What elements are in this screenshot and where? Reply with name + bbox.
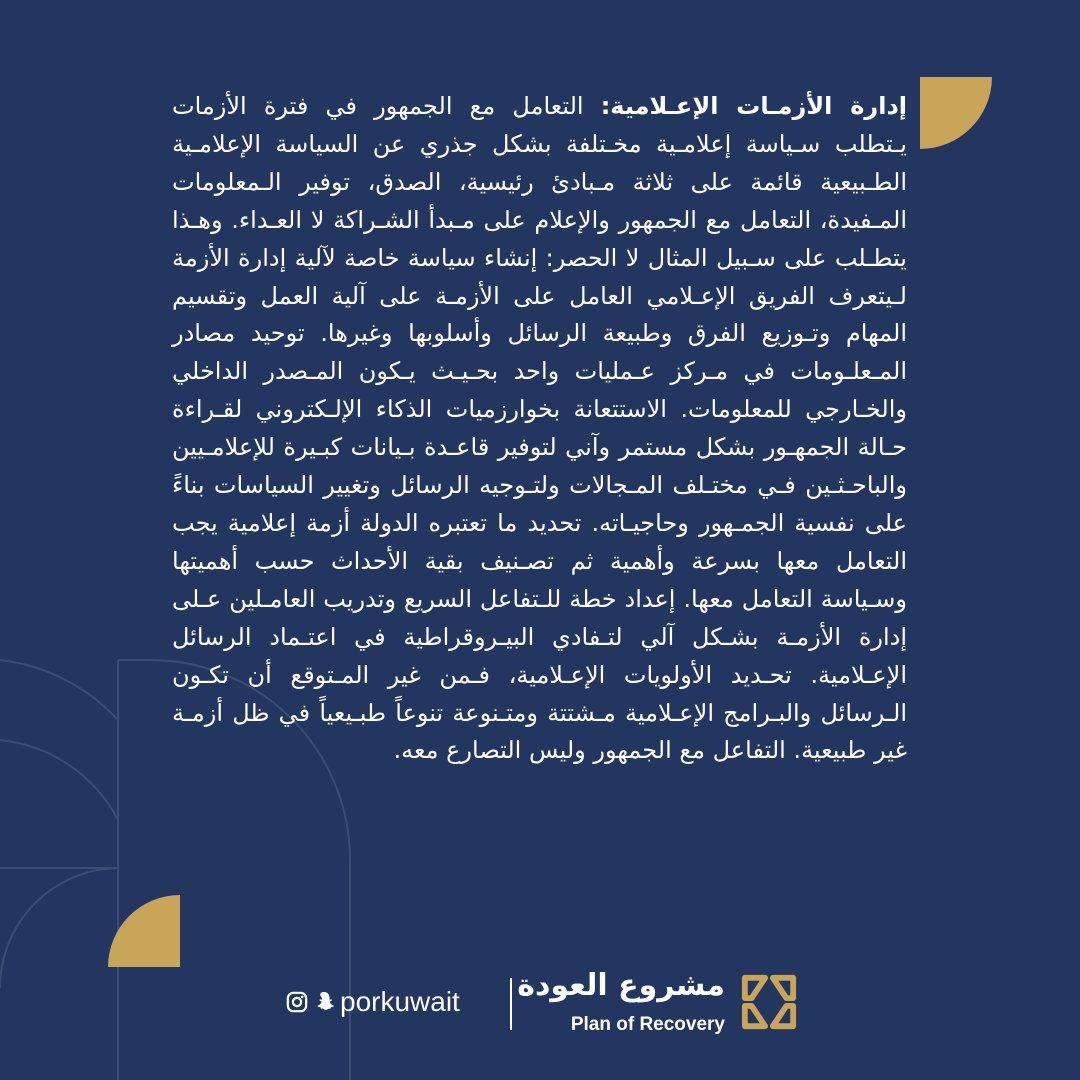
article-text [172, 88, 907, 770]
instagram-icon[interactable] [286, 991, 308, 1013]
brand-logo-icon [740, 973, 798, 1031]
snapchat-icon[interactable] [312, 990, 336, 1014]
footer [0, 966, 1080, 1046]
corner-decoration-bottom [108, 895, 180, 967]
social-handle-text: porkuwait [340, 986, 460, 1017]
brand-name-arabic: مشروع العودة [517, 968, 725, 1003]
social-handle[interactable] [286, 986, 460, 1018]
brand-name-english: Plan of Recovery [570, 1014, 725, 1035]
footer-divider [510, 978, 512, 1030]
corner-decoration-top [920, 77, 992, 149]
article-body: التعامل مع الجمهور في فترة الأزمات يـتطلب سـياسة إعلامـية مخـتلفة بشكل جذري عن السياسة الإعلامـية الطـبيعية قائمة على ثلاثة مـبادئ رئيسية، الصدق، توفير الـمعلومات المـفيدة، التعامل مع الجمهور والإعلام على مـبدأ الشـراكة لا العـداء. وهـذا يتطـلب على سـبيل المثال لا الحصر: إنشاء سياسة خاصة لآلية إدارة الأزمة لـيتعرف الفريق الإعـلامي العامل على الأزمـة على آلية العمل وتقسيم المهام وتـوزيع الفرق وطبيعة الرسائل وأسلوبها وغيرها. توحيد مصادر المـعلـومات في مـركز عـمليات واحد بحـيـث يـكون المـصدر الداخلي والخـارجي للمعلومات. الاستتعانة بخوارزميات الذكاء الإلـكتروني لقـراءة حـالة الجمهـور بشكل مستمر وآني لتوفير قاعـدة بـيانات كبـيرة للإعلامـيين والباحـثـين فـي مختـلف المـجالات ولتـوجيه الرسائل وتغيير السياسات بناءً على نفسية الجمـهور وحاجيـاته. تحديد ما تعتبره الدولة أزمة إعلامية يجب التعامل معها بسرعة وأهمية ثم تصـنيف بقية الأحداث حسب أهميتها وسـياسة التعامل معها. إعداد خطة للـتفاعل السريع وتدريب العامـلين عـلى إدارة الأزمـة بشـكل آلي لتـفادي البيـروقراطية في اعتـماد الرسائل الإعـلامية. تحـديد الأولويات الإعـلامية، فـمن غير المـتوقع أن تكـون الـرسائل والبـرامج الإعـلامية مـشتتة ومتـنوعة تنوعاً طبـيعياً في ظل أزمـة غير طبيعية. التفاعل مع الجمهور وليس التصارع معه. [172, 92, 907, 765]
article-heading: إدارة الأزمـات الإعـلامية: [600, 92, 907, 120]
